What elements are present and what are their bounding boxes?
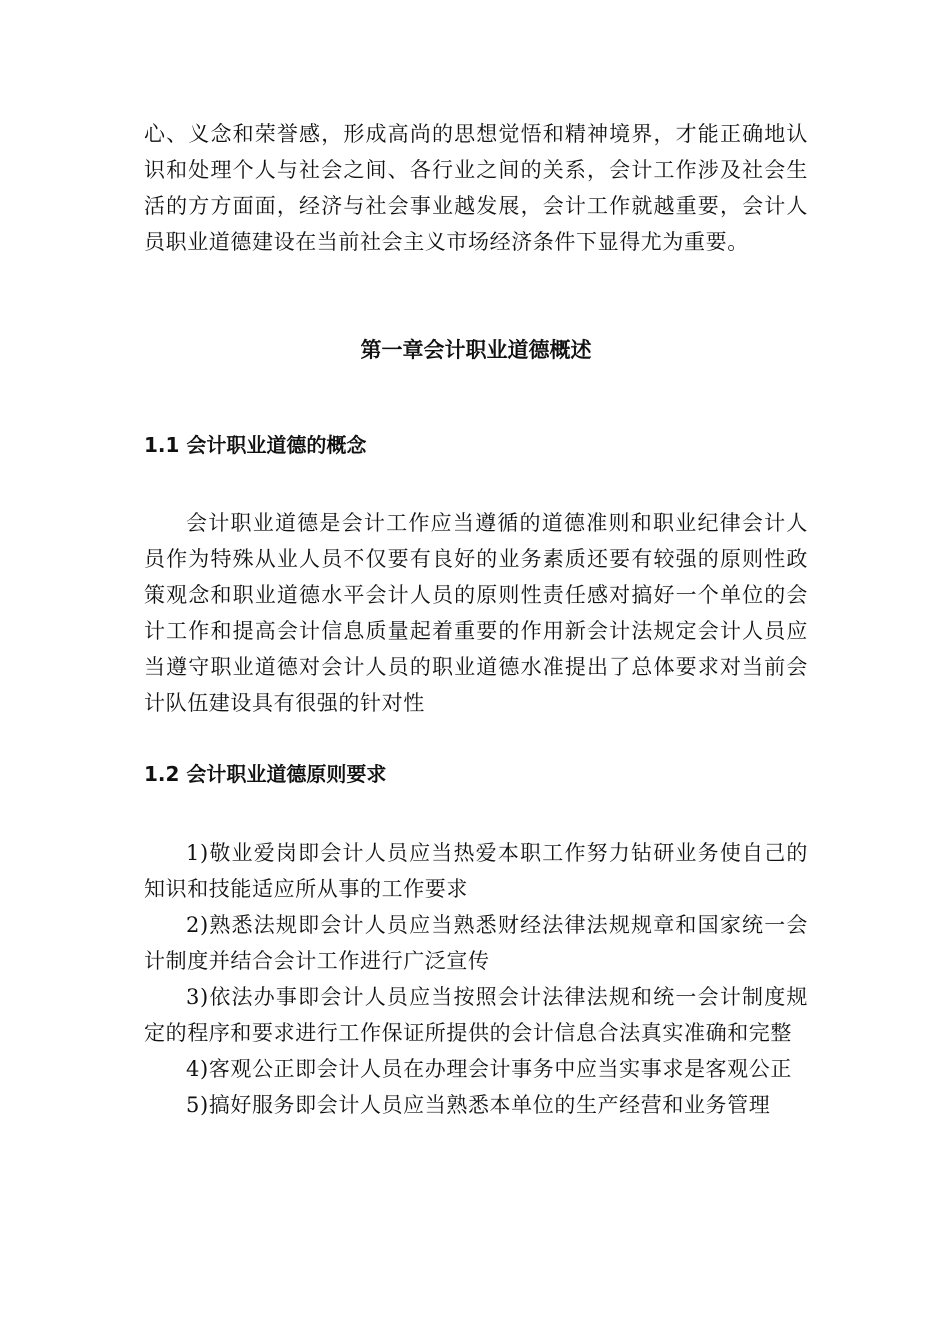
principles-list bbox=[144, 835, 808, 1123]
section-1-2-title: 1.2 会计职业道德原则要求 bbox=[144, 762, 387, 786]
list-item: 1)敬业爱岗即会计人员应当热爱本职工作努力钻研业务使自己的知识和技能适应所从事的工作要求 bbox=[144, 841, 808, 901]
list-item: 3)依法办事即会计人员应当按照会计法律法规和统一会计制度规定的程序和要求进行工作保证所提供的会计信息合法真实准确和完整 bbox=[144, 985, 808, 1045]
chapter-title: 第一章会计职业道德概述 bbox=[360, 338, 592, 362]
list-item: 4)客观公正即会计人员在办理会计事务中应当实事求是客观公正 bbox=[186, 1057, 792, 1081]
list-item: 5)搞好服务即会计人员应当熟悉本单位的生产经营和业务管理 bbox=[186, 1093, 771, 1117]
intro-paragraph: 心、义念和荣誉感，形成高尚的思想觉悟和精神境界，才能正确地认识和处理个人与社会之间、各行业之间的关系，会计工作涉及社会生活的方方面面，经济与社会事业越发展，会计工作就越重要，会计人员职业道德建设在当前社会主义市场经济条件下显得尤为重要。 bbox=[144, 122, 808, 254]
list-item: 2)熟悉法规即会计人员应当熟悉财经法律法规规章和国家统一会计制度并结合会计工作进行广泛宣传 bbox=[144, 913, 808, 973]
section-1-1-title: 1.1 会计职业道德的概念 bbox=[144, 433, 367, 457]
section-1-1-paragraph: 会计职业道德是会计工作应当遵循的道德准则和职业纪律会计人员作为特殊从业人员不仅要有良好的业务素质还要有较强的原则性政策观念和职业道德水平会计人员的原则性责任感对搞好一个单位的会计工作和提高会计信息质量起着重要的作用新会计法规定会计人员应当遵守职业道德对会计人员的职业道德水准提出了总体要求对当前会计队伍建设具有很强的针对性 bbox=[144, 511, 808, 715]
